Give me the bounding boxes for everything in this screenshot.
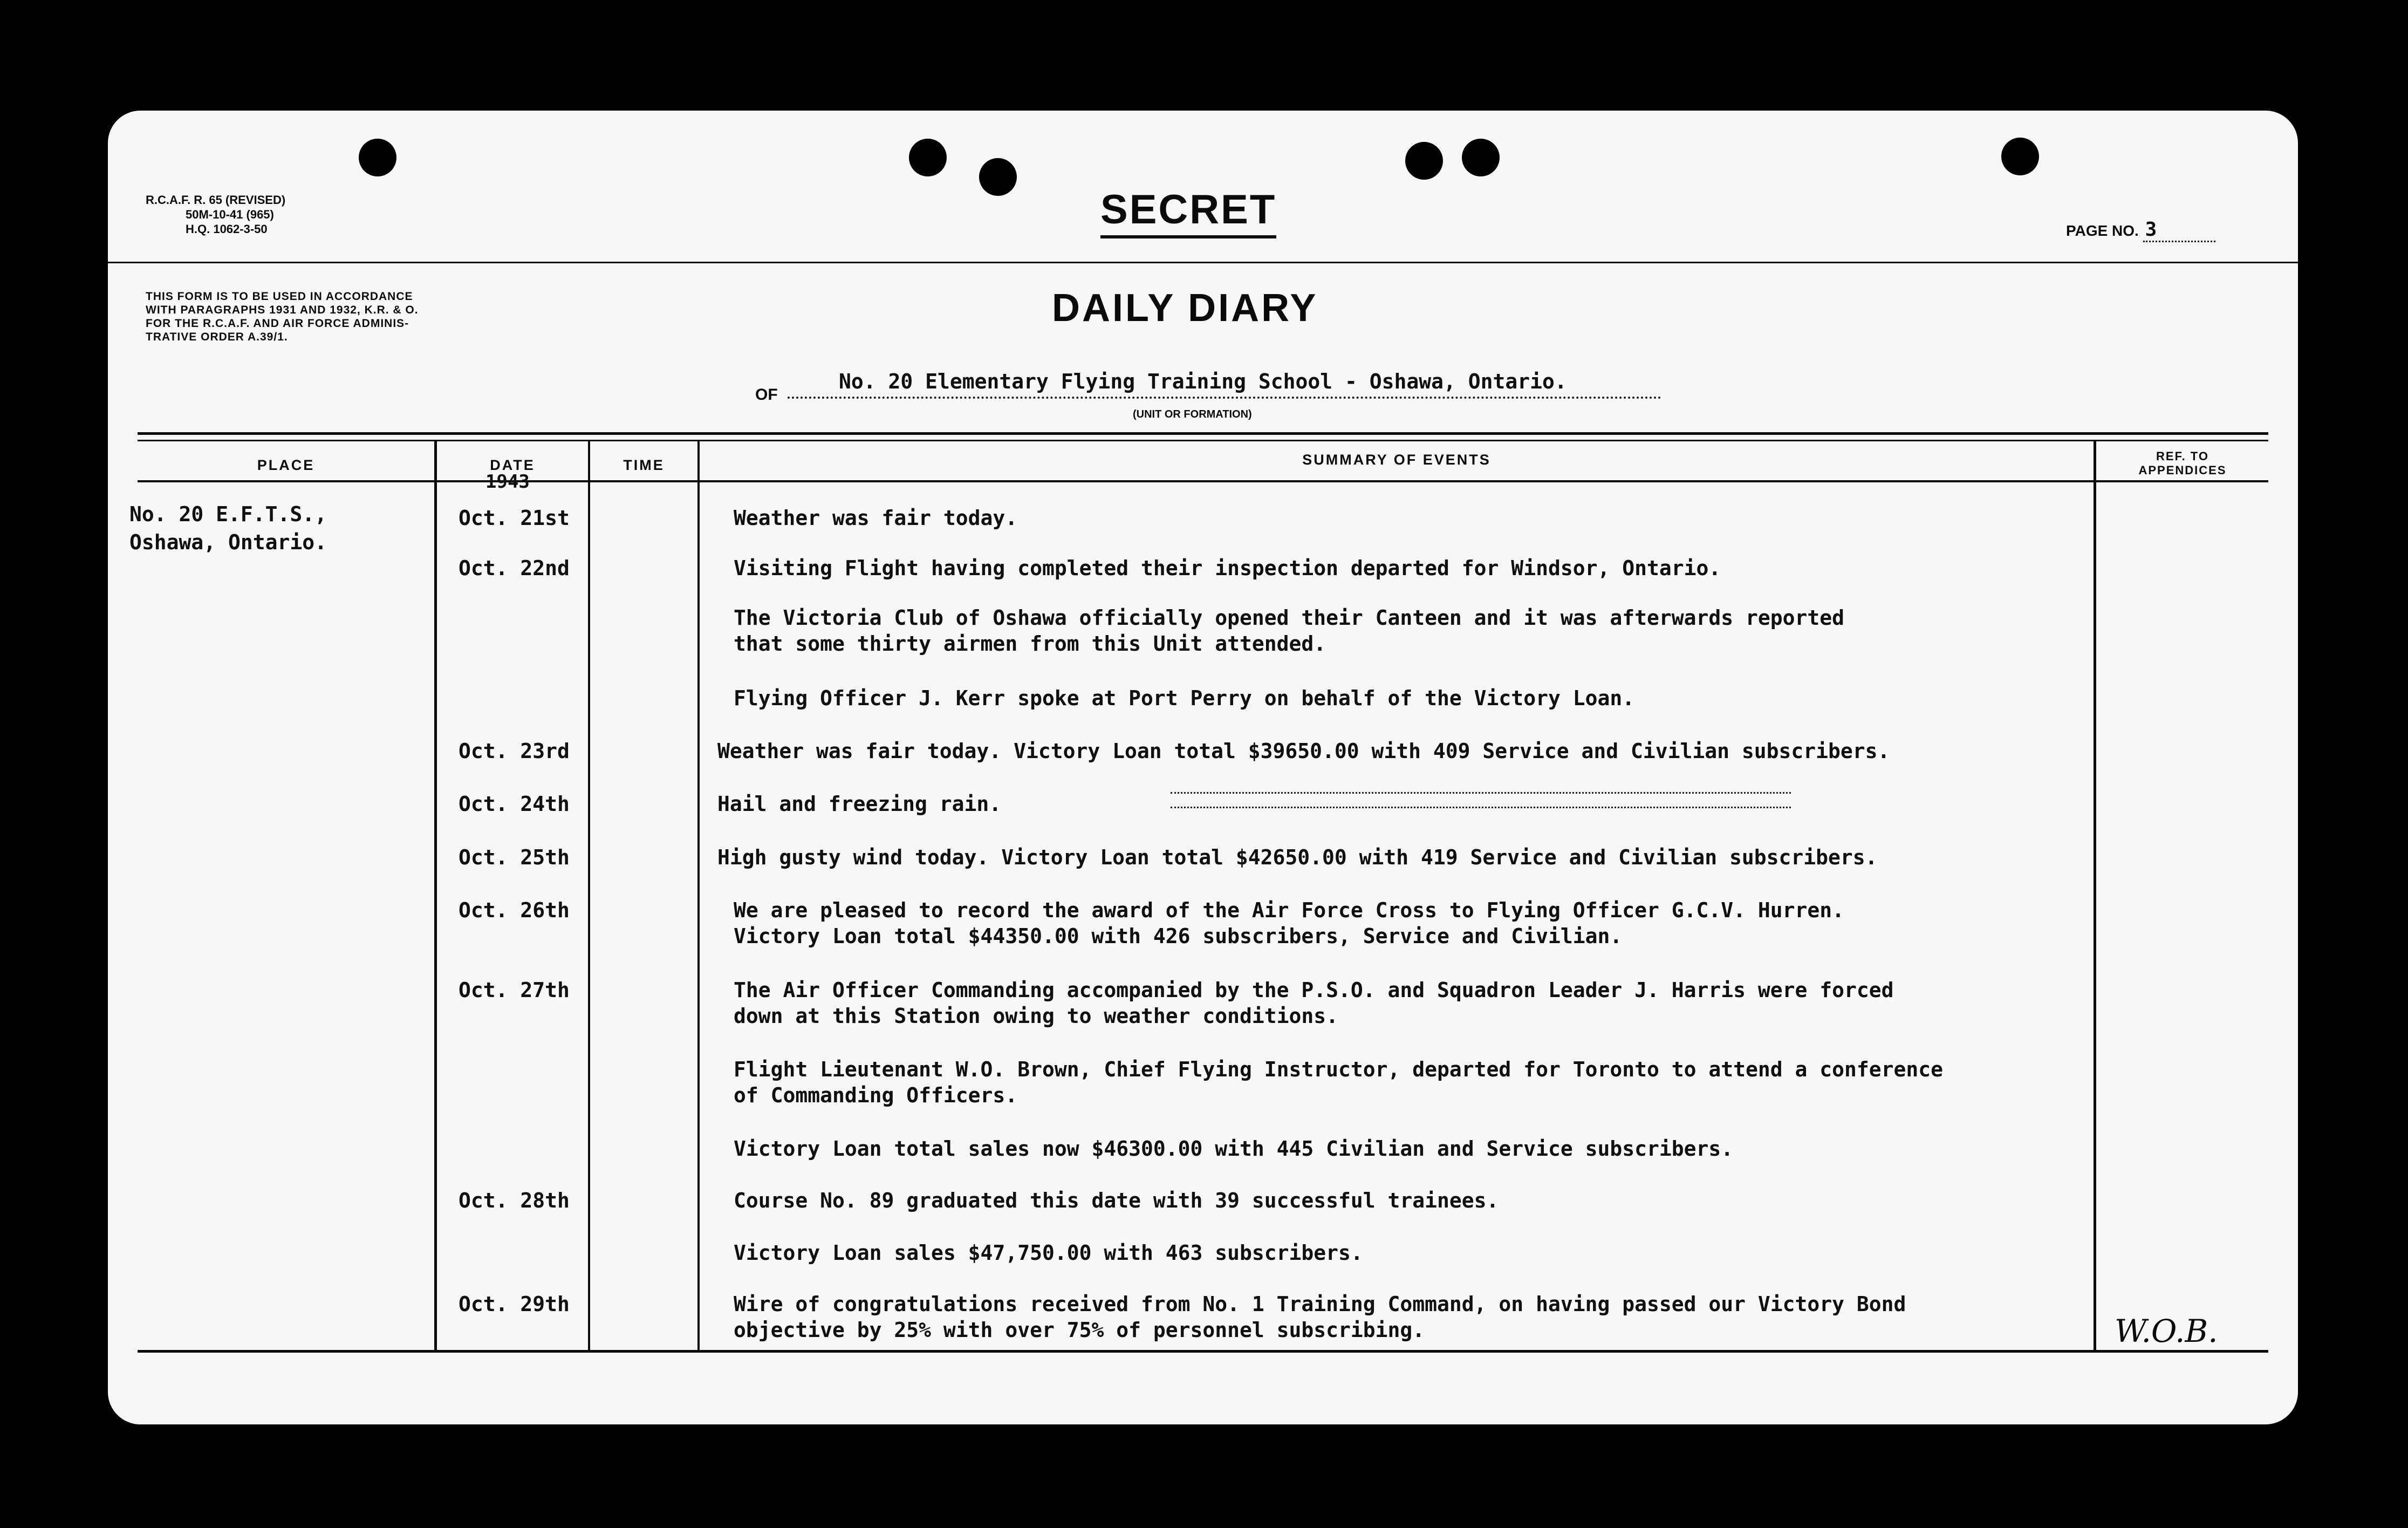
summary-entry: High gusty wind today. Victory Loan total $42650.00 with 419 Service and Civilian subscribers. <box>717 845 1878 869</box>
punch-hole <box>359 139 396 176</box>
table-bottom-rule <box>138 1350 2268 1353</box>
column-header-appendices <box>2096 449 2269 478</box>
date-cell: Oct. 27th <box>459 978 570 1002</box>
form-instructions-line: TRATIVE ORDER A.39/1. <box>146 331 288 343</box>
summary-entry: Victory Loan total $44350.00 with 426 subscribers, Service and Civilian. <box>734 924 1623 948</box>
summary-entry: We are pleased to record the award of the Air Force Cross to Flying Officer G.C.V. Hurren. <box>734 898 1845 922</box>
form-reference-line: R.C.A.F. R. 65 (REVISED) <box>146 193 286 207</box>
page-title: DAILY DIARY <box>1052 286 1318 330</box>
place-line: Oshawa, Ontario. <box>129 530 327 554</box>
punch-hole <box>909 139 947 176</box>
column-header-time: TIME <box>623 457 665 473</box>
summary-entry: down at this Station owing to weather conditions. <box>734 1004 1339 1028</box>
date-cell: Oct. 24th <box>459 792 570 816</box>
table-header-rule <box>138 480 2268 482</box>
summary-entry: Flying Officer J. Kerr spoke at Port Perry on behalf of the Victory Loan. <box>734 686 1635 710</box>
unit-caption: (UNIT OR FORMATION) <box>1133 408 1252 420</box>
summary-entry: The Victoria Club of Oshawa officially opened their Canteen and it was afterwards reported <box>734 606 1845 630</box>
page-number-field <box>2066 219 2215 242</box>
diary-page <box>108 111 2298 1424</box>
column-divider <box>697 440 700 1352</box>
summary-entry: Hail and freezing rain. <box>717 792 1002 816</box>
unit-underline <box>788 397 1661 399</box>
form-instructions-line: THIS FORM IS TO BE USED IN ACCORDANCE <box>146 290 413 303</box>
form-instructions <box>146 290 419 344</box>
summary-entry: Victory Loan total sales now $46300.00 with 445 Civilian and Service subscribers. <box>734 1137 1734 1161</box>
summary-entry: of Commanding Officers. <box>734 1083 1018 1107</box>
date-cell: Oct. 23rd <box>459 739 570 763</box>
blank-fill-line <box>1171 792 1791 794</box>
appendices-header-line: APPENDICES <box>2138 463 2227 477</box>
summary-entry: Flight Lieutenant W.O. Brown, Chief Flying Instructor, departed for Toronto to attend a conference <box>734 1058 1944 1081</box>
punch-hole <box>979 158 1017 196</box>
form-instructions-line: WITH PARAGRAPHS 1931 AND 1932, K.R. & O. <box>146 304 419 316</box>
punch-hole <box>2001 138 2039 175</box>
year-label: 1943 <box>485 471 530 493</box>
column-header-date: DATE <box>490 457 535 473</box>
classification-stamp <box>1100 186 1276 238</box>
initials-signature: W.O.B. <box>2115 1313 2218 1349</box>
form-instructions-line: FOR THE R.C.A.F. AND AIR FORCE ADMINIS- <box>146 317 409 330</box>
page-label: PAGE NO. <box>2066 222 2139 239</box>
date-cell: Oct. 22nd <box>459 556 570 580</box>
column-divider <box>588 440 590 1352</box>
summary-entry: Course No. 89 graduated this date with 39 successful trainees. <box>734 1189 1499 1212</box>
column-divider <box>434 440 437 1352</box>
form-reference <box>146 193 285 236</box>
date-cell: Oct. 28th <box>459 1189 570 1212</box>
date-cell: Oct. 25th <box>459 845 570 869</box>
table-top-rule <box>138 440 2268 441</box>
punch-hole <box>1462 139 1500 176</box>
punch-hole <box>1405 142 1443 180</box>
column-header-summary: SUMMARY OF EVENTS <box>1302 452 1491 468</box>
place-line: No. 20 E.F.T.S., <box>129 502 327 526</box>
summary-entry: that some thirty airmen from this Unit attended. <box>734 632 1326 656</box>
summary-entry: Visiting Flight having completed their inspection departed for Windsor, Ontario. <box>734 556 1721 580</box>
summary-entry: Weather was fair today. Victory Loan total $39650.00 with 409 Service and Civilian subscribers. <box>717 739 1890 763</box>
summary-entry: Victory Loan sales $47,750.00 with 463 subscribers. <box>734 1241 1363 1265</box>
of-label: OF <box>755 386 778 404</box>
date-cell: Oct. 29th <box>459 1292 570 1316</box>
summary-entry: objective by 25% with over 75% of personnel subscribing. <box>734 1318 1425 1342</box>
header-rule <box>108 262 2298 263</box>
date-cell: Oct. 26th <box>459 898 570 922</box>
form-reference-line: H.Q. 1062-3-50 <box>186 222 268 236</box>
form-reference-line: 50M-10-41 (965) <box>186 208 274 221</box>
unit-name: No. 20 Elementary Flying Training School - Oshawa, Ontario. <box>839 370 1567 393</box>
summary-entry: Wire of congratulations received from No. 1 Training Command, on having passed our Victory Bond <box>734 1292 1906 1316</box>
column-divider <box>2094 440 2096 1352</box>
summary-entry: The Air Officer Commanding accompanied by the P.S.O. and Squadron Leader J. Harris were forced <box>734 978 1894 1002</box>
column-header-place: PLACE <box>257 457 315 473</box>
blank-fill-line <box>1171 807 1791 808</box>
page-number: 3 <box>2143 219 2215 242</box>
table-top-rule <box>138 432 2268 435</box>
date-cell: Oct. 21st <box>459 506 570 530</box>
summary-entry: Weather was fair today. <box>734 506 1018 530</box>
classification-text: SECRET <box>1100 187 1277 233</box>
appendices-header-line: REF. TO <box>2156 449 2209 463</box>
